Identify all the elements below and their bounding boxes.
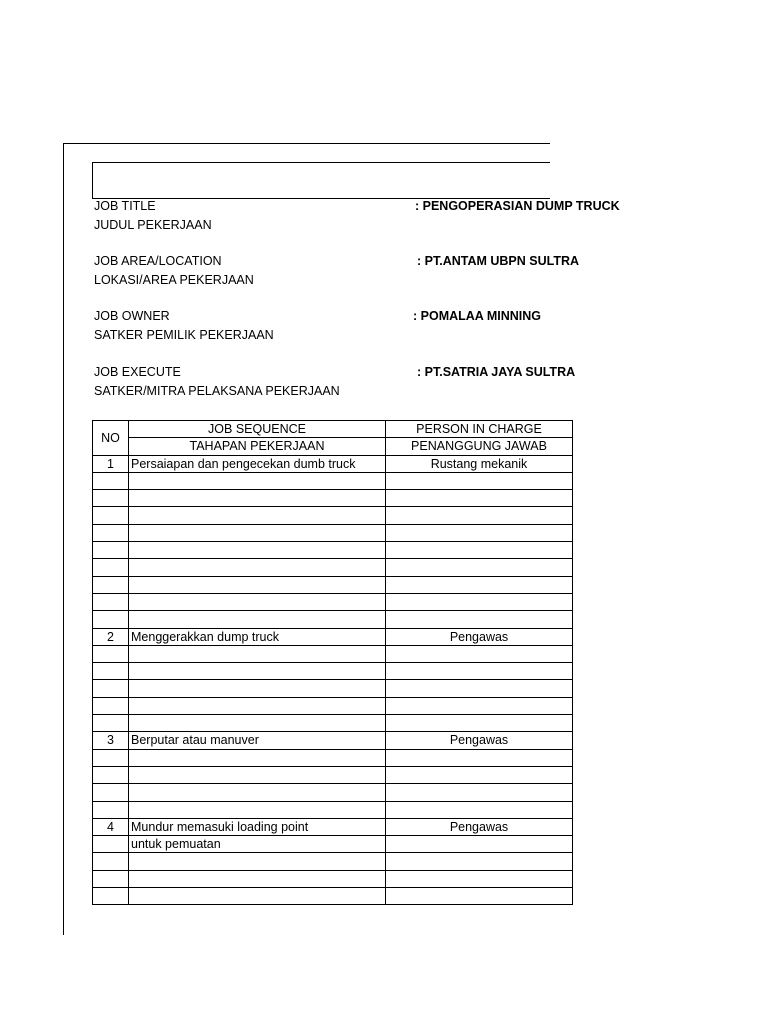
row-step [129, 663, 386, 680]
row-number [93, 697, 129, 714]
field-label-en: JOB AREA/LOCATION [94, 254, 222, 268]
row-number [93, 749, 129, 766]
row-number [93, 766, 129, 783]
table-row [93, 507, 573, 524]
row-person-in-charge [386, 490, 573, 507]
row-person-in-charge [386, 645, 573, 662]
field-label-id: SATKER PEMILIK PEKERJAAN [94, 328, 274, 342]
row-number [93, 784, 129, 801]
row-step: Berputar atau manuver [129, 732, 386, 749]
row-person-in-charge [386, 836, 573, 853]
row-step [129, 507, 386, 524]
row-step: Persaiapan dan pengecekan dumb truck [129, 455, 386, 472]
row-step [129, 801, 386, 818]
table-row [93, 836, 573, 853]
row-person-in-charge: Pengawas [386, 818, 573, 835]
row-number: 1 [93, 455, 129, 472]
row-step [129, 490, 386, 507]
row-step: untuk pemuatan [129, 836, 386, 853]
row-person-in-charge [386, 611, 573, 628]
table-row [93, 611, 573, 628]
table-row [93, 490, 573, 507]
row-person-in-charge [386, 593, 573, 610]
row-number [93, 559, 129, 576]
row-number [93, 680, 129, 697]
table-row [93, 818, 573, 835]
row-person-in-charge [386, 749, 573, 766]
table-row [93, 680, 573, 697]
row-number [93, 524, 129, 541]
table-row [93, 732, 573, 749]
row-step: Menggerakkan dump truck [129, 628, 386, 645]
row-person-in-charge [386, 663, 573, 680]
row-step [129, 472, 386, 489]
row-number [93, 853, 129, 870]
row-number [93, 663, 129, 680]
row-step [129, 766, 386, 783]
row-step [129, 611, 386, 628]
row-person-in-charge [386, 507, 573, 524]
table-row [93, 715, 573, 732]
table-row [93, 663, 573, 680]
table-header-row [93, 421, 573, 438]
row-person-in-charge [386, 888, 573, 905]
row-person-in-charge [386, 784, 573, 801]
row-step: Mundur memasuki loading point [129, 818, 386, 835]
header-person-in-charge: PERSON IN CHARGE [386, 421, 573, 438]
table-row [93, 524, 573, 541]
field-value: : POMALAA MINNING [413, 309, 541, 323]
header-job-sequence: JOB SEQUENCE [129, 421, 386, 438]
row-person-in-charge [386, 680, 573, 697]
row-number: 3 [93, 732, 129, 749]
header-no: NO [93, 421, 129, 456]
row-person-in-charge [386, 559, 573, 576]
row-number [93, 542, 129, 559]
field-label-id: SATKER/MITRA PELAKSANA PEKERJAAN [94, 384, 340, 398]
row-number [93, 490, 129, 507]
row-step [129, 524, 386, 541]
row-step [129, 559, 386, 576]
header-tahapan-pekerjaan: TAHAPAN PEKERJAAN [129, 438, 386, 455]
table-header-row [93, 438, 573, 455]
row-step [129, 888, 386, 905]
row-number: 2 [93, 628, 129, 645]
row-step [129, 697, 386, 714]
row-number [93, 576, 129, 593]
field-value: : PENGOPERASIAN DUMP TRUCK [415, 199, 620, 213]
table-row [93, 559, 573, 576]
row-person-in-charge [386, 524, 573, 541]
row-number [93, 593, 129, 610]
row-number [93, 836, 129, 853]
row-step [129, 870, 386, 887]
field-label-id: JUDUL PEKERJAAN [94, 218, 212, 232]
row-number [93, 507, 129, 524]
table-row [93, 593, 573, 610]
field-label-en: JOB EXECUTE [94, 365, 181, 379]
row-number [93, 472, 129, 489]
table-row [93, 870, 573, 887]
job-sequence-table [92, 420, 573, 905]
row-number [93, 801, 129, 818]
field-value: : PT.ANTAM UBPN SULTRA [417, 254, 580, 268]
row-number [93, 645, 129, 662]
table-row [93, 784, 573, 801]
table-row [93, 766, 573, 783]
row-person-in-charge: Rustang mekanik [386, 455, 573, 472]
row-step [129, 715, 386, 732]
table-row [93, 455, 573, 472]
field-label-en: JOB TITLE [94, 199, 156, 213]
row-step [129, 784, 386, 801]
table-row [93, 888, 573, 905]
row-person-in-charge [386, 801, 573, 818]
header-penanggung-jawab: PENANGGUNG JAWAB [386, 438, 573, 455]
title-box [92, 162, 550, 199]
row-person-in-charge [386, 715, 573, 732]
row-number [93, 888, 129, 905]
row-step [129, 576, 386, 593]
field-label-en: JOB OWNER [94, 309, 170, 323]
row-number: 4 [93, 818, 129, 835]
row-number [93, 870, 129, 887]
row-number [93, 715, 129, 732]
table-row [93, 472, 573, 489]
table-row [93, 853, 573, 870]
table-row [93, 576, 573, 593]
row-person-in-charge [386, 576, 573, 593]
row-step [129, 593, 386, 610]
row-step [129, 645, 386, 662]
row-step [129, 749, 386, 766]
table-row [93, 628, 573, 645]
row-person-in-charge [386, 542, 573, 559]
field-label-id: LOKASI/AREA PEKERJAAN [94, 273, 254, 287]
field-value: : PT.SATRIA JAYA SULTRA [417, 365, 576, 379]
table-row [93, 542, 573, 559]
row-step [129, 680, 386, 697]
row-step [129, 853, 386, 870]
table-row [93, 749, 573, 766]
row-person-in-charge [386, 853, 573, 870]
table-row [93, 697, 573, 714]
row-person-in-charge [386, 766, 573, 783]
row-step [129, 542, 386, 559]
row-person-in-charge: Pengawas [386, 732, 573, 749]
row-person-in-charge: Pengawas [386, 628, 573, 645]
row-number [93, 611, 129, 628]
table-row [93, 645, 573, 662]
table-row [93, 801, 573, 818]
row-person-in-charge [386, 697, 573, 714]
row-person-in-charge [386, 472, 573, 489]
row-person-in-charge [386, 870, 573, 887]
